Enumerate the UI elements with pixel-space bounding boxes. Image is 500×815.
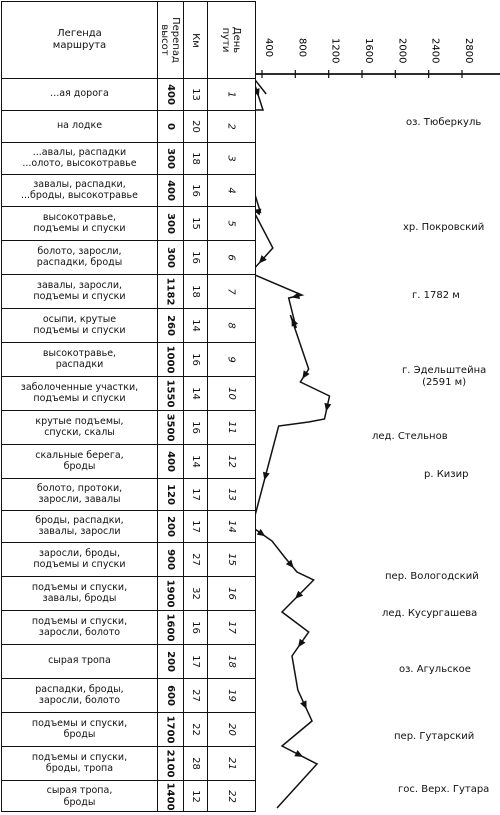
location-label: пер. Вологодский — [385, 571, 479, 582]
row-km: 22 — [189, 722, 201, 736]
row-description: распадки, броды, заросли, болото — [35, 683, 124, 706]
row-km: 16 — [189, 620, 201, 634]
direction-arrow — [302, 370, 309, 379]
header-km: Км — [189, 32, 201, 48]
row-description: сырая тропа — [48, 655, 111, 667]
row-day: 6 — [225, 253, 237, 261]
row-elevation: 200 — [164, 515, 176, 537]
row-km: 18 — [189, 151, 201, 165]
row-elevation: 1000 — [164, 345, 176, 373]
row-km: 17 — [189, 487, 201, 501]
row-day: 17 — [225, 620, 237, 634]
row-elevation: 260 — [164, 314, 176, 336]
row-description: на лодке — [56, 120, 103, 132]
row-day: 7 — [225, 287, 237, 295]
row-elevation: 1550 — [164, 379, 176, 407]
row-day: 5 — [225, 219, 237, 227]
row-elevation: 0 — [164, 122, 176, 130]
row-day: 3 — [225, 154, 237, 162]
header-legend: Легенда маршрута — [52, 28, 107, 51]
row-km: 17 — [189, 519, 201, 533]
row-day: 19 — [225, 688, 237, 702]
row-day: 10 — [225, 386, 237, 400]
row-description: подъемы и спуски, броды, тропа — [31, 751, 128, 774]
location-label: оз. Агульское — [399, 664, 471, 675]
row-day: 4 — [225, 186, 237, 194]
row-elevation: 1600 — [164, 613, 176, 641]
row-description: подъемы и спуски, заросли, болото — [31, 615, 128, 638]
row-km: 15 — [189, 216, 201, 230]
location-label: лед. Стельнов — [372, 431, 448, 442]
row-description: высокотравье, подъемы и спуски — [33, 211, 126, 234]
row-day: 20 — [225, 722, 237, 736]
row-km: 14 — [189, 318, 201, 332]
row-day: 22 — [225, 790, 237, 803]
row-km: 27 — [189, 552, 201, 566]
row-km: 20 — [189, 119, 201, 133]
header-day: День пути — [220, 26, 242, 54]
row-elevation: 120 — [164, 483, 176, 505]
axis-tick-label: 1600 — [363, 38, 374, 64]
row-km: 32 — [189, 586, 201, 600]
row-day: 13 — [225, 487, 237, 501]
row-km: 17 — [189, 654, 201, 668]
row-description: завалы, распадки, ...броды, высокотравье — [21, 178, 138, 201]
row-day: 11 — [225, 420, 237, 434]
route-table — [1, 1, 256, 812]
axis-tick-label: 2400 — [429, 38, 441, 64]
direction-arrow — [324, 403, 331, 412]
row-day: 2 — [225, 122, 237, 130]
row-day: 8 — [225, 321, 237, 329]
row-elevation: 3500 — [164, 413, 176, 441]
row-elevation: 400 — [164, 450, 176, 472]
row-km: 14 — [189, 386, 201, 400]
row-description: высокотравье, распадки — [42, 347, 117, 370]
row-elevation: 1900 — [164, 579, 176, 607]
row-elevation: 400 — [164, 179, 176, 201]
row-day: 12 — [225, 454, 237, 468]
row-elevation: 2100 — [164, 749, 176, 777]
elevation-axis — [256, 38, 500, 78]
location-label: г. 1782 м — [412, 290, 460, 301]
row-day: 1 — [225, 90, 237, 98]
row-description: скальные берега, броды — [35, 449, 124, 472]
row-day: 14 — [225, 519, 237, 533]
row-day: 18 — [225, 654, 237, 668]
row-km: 16 — [189, 250, 201, 264]
location-label: хр. Покровский — [403, 222, 485, 233]
row-elevation: 1400 — [164, 782, 176, 811]
row-elevation: 1700 — [164, 715, 176, 743]
row-description: крутые подъемы, спуски, скалы — [35, 415, 124, 438]
direction-arrow — [298, 639, 305, 648]
row-description: подъемы и спуски, завалы, броды — [31, 581, 128, 604]
row-elevation: 200 — [164, 650, 176, 672]
row-description: завалы, заросли, подъемы и спуски — [33, 279, 126, 302]
location-label: гос. Верх. Гутара — [398, 784, 490, 795]
row-description: подъемы и спуски, броды — [31, 717, 128, 740]
location-label: пер. Гутарский — [394, 731, 475, 742]
row-day: 15 — [225, 552, 237, 566]
row-km: 16 — [189, 352, 201, 366]
row-description: сырая тропа, броды — [46, 785, 113, 808]
location-label: р. Кизир — [424, 469, 469, 480]
row-elevation: 300 — [164, 246, 176, 268]
row-day: 16 — [225, 586, 237, 600]
row-elevation: 600 — [164, 684, 176, 706]
row-km: 28 — [189, 756, 201, 770]
row-km: 12 — [189, 790, 201, 803]
row-elevation: 300 — [164, 212, 176, 234]
row-km: 16 — [189, 420, 201, 434]
row-day: 21 — [225, 756, 237, 770]
axis-tick-label: 1200 — [329, 38, 341, 64]
row-km: 16 — [189, 183, 201, 197]
location-label: лед. Кусургашева — [382, 608, 478, 619]
row-km: 14 — [189, 454, 201, 468]
axis-tick-label: 400 — [263, 38, 274, 58]
row-day: 9 — [225, 355, 237, 363]
row-elevation: 900 — [164, 548, 176, 570]
row-elevation: 400 — [164, 83, 176, 105]
axis-tick-label: 800 — [296, 38, 308, 58]
row-description: броды, распадки, завалы, заросли — [35, 514, 124, 537]
row-elevation: 300 — [164, 147, 176, 169]
header-elevation: Перепад высот — [159, 17, 182, 63]
profile-line — [256, 76, 330, 808]
row-km: 13 — [189, 87, 201, 101]
axis-tick-label: 2000 — [396, 38, 408, 64]
row-description: ...ая дорога — [50, 88, 109, 100]
row-description: осыпи, крутые подъемы и спуски — [33, 313, 126, 336]
row-km: 27 — [189, 688, 201, 702]
row-description: болото, протоки, заросли, завалы — [36, 482, 123, 505]
elevation-profile — [256, 76, 331, 808]
row-description: ...авалы, распадки ...олото, высокотравье — [22, 146, 137, 169]
row-elevation: 1182 — [164, 277, 176, 305]
location-label: оз. Тюберкуль — [406, 117, 482, 128]
row-description: заболоченные участки, подъемы и спуски — [20, 381, 139, 404]
row-km: 18 — [189, 284, 201, 298]
row-description: заросли, броды, подъемы и спуски — [33, 547, 126, 570]
axis-tick-label: 2800 — [463, 38, 474, 64]
row-description: болото, заросли, распадки, броды — [36, 245, 123, 268]
direction-arrow — [257, 529, 266, 536]
location-label: г. Эдельштейна (2591 м) — [402, 365, 487, 388]
